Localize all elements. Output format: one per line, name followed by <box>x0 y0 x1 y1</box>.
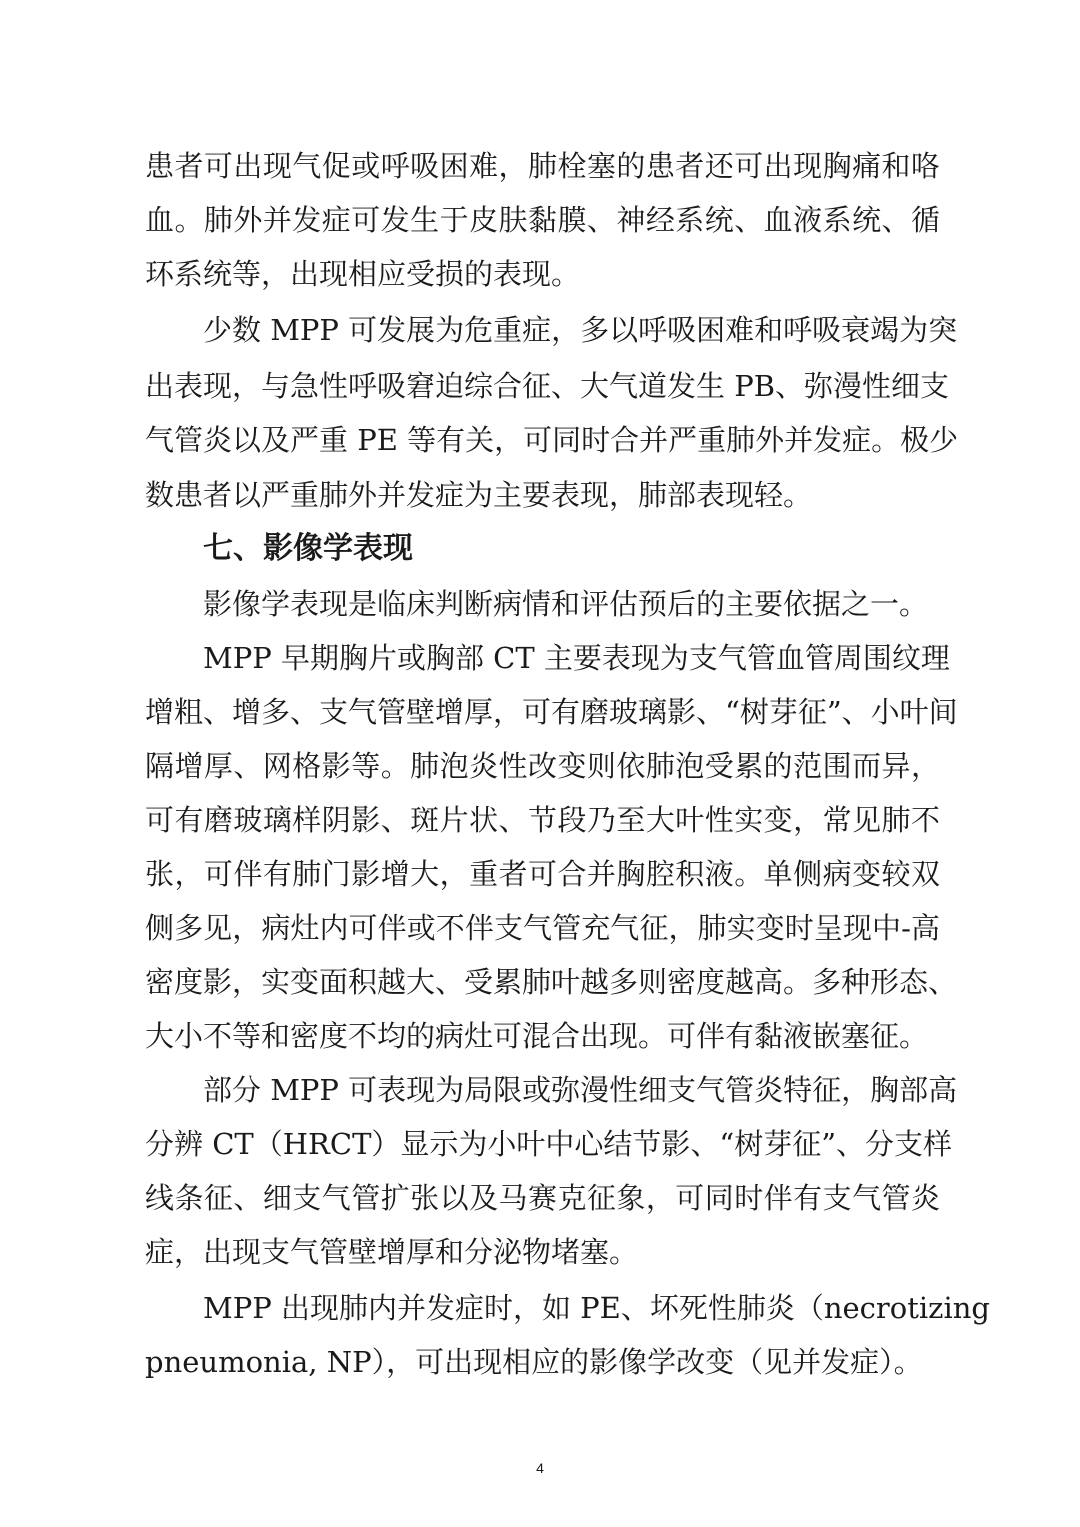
paragraph-line: 环系统等，出现相应受损的表现。 <box>145 257 581 291</box>
page-number: 4 <box>536 1460 544 1476</box>
paragraph-line: 症，出现支气管壁增厚和分泌物堵塞。 <box>145 1235 639 1269</box>
paragraph-line: MPP 出现肺内并发症时，如 PE、坏死性肺炎（necrotizing <box>203 1291 990 1325</box>
paragraph-line: 可有磨玻璃样阴影、斑片状、节段乃至大叶性实变，常见肺不 <box>145 803 940 837</box>
paragraph-line: 少数 MPP 可发展为危重症，多以呼吸困难和呼吸衰竭为突 <box>203 313 958 347</box>
paragraph-line: 血。肺外并发症可发生于皮肤黏膜、神经系统、血液系统、循 <box>145 203 940 237</box>
paragraph-line: 线条征、细支气管扩张以及马赛克征象，可同时伴有支气管炎 <box>145 1181 940 1215</box>
paragraph-line: pneumonia, NP），可出现相应的影像学改变（见并发症）。 <box>145 1345 923 1379</box>
paragraph-line: 隔增厚、网格影等。肺泡炎性改变则依肺泡受累的范围而异， <box>145 749 940 783</box>
paragraph-line: 出表现，与急性呼吸窘迫综合征、大气道发生 PB、弥漫性细支 <box>145 369 950 403</box>
section-heading: 七、影像学表现 <box>203 531 413 566</box>
paragraph-line: 气管炎以及严重 PE 等有关，可同时合并严重肺外并发症。极少 <box>145 423 959 457</box>
paragraph-line: 大小不等和密度不均的病灶可混合出现。可伴有黏液嵌塞征。 <box>145 1019 929 1053</box>
paragraph-line: 分辨 CT（HRCT）显示为小叶中心结节影、“树芽征”、分支样 <box>145 1127 953 1161</box>
paragraph-line: MPP 早期胸片或胸部 CT 主要表现为支气管血管周围纹理 <box>203 641 950 675</box>
paragraph-line: 侧多见，病灶内可伴或不伴支气管充气征，肺实变时呈现中-高 <box>145 911 940 945</box>
paragraph-line: 数患者以严重肺外并发症为主要表现，肺部表现轻。 <box>145 478 813 512</box>
paragraph-line: 张，可伴有肺门影增大，重者可合并胸腔积液。单侧病变较双 <box>145 857 940 891</box>
paragraph-line: 部分 MPP 可表现为局限或弥漫性细支气管炎特征，胸部高 <box>203 1073 958 1107</box>
paragraph-line: 密度影，实变面积越大、受累肺叶越多则密度越高。多种形态、 <box>145 965 958 999</box>
paragraph-line: 影像学表现是临床判断病情和评估预后的主要依据之一。 <box>203 587 929 621</box>
paragraph-line: 增粗、增多、支气管壁增厚，可有磨玻璃影、“树芽征”、小叶间 <box>145 695 958 729</box>
paragraph-line: 患者可出现气促或呼吸困难，肺栓塞的患者还可出现胸痛和咯 <box>145 149 940 183</box>
